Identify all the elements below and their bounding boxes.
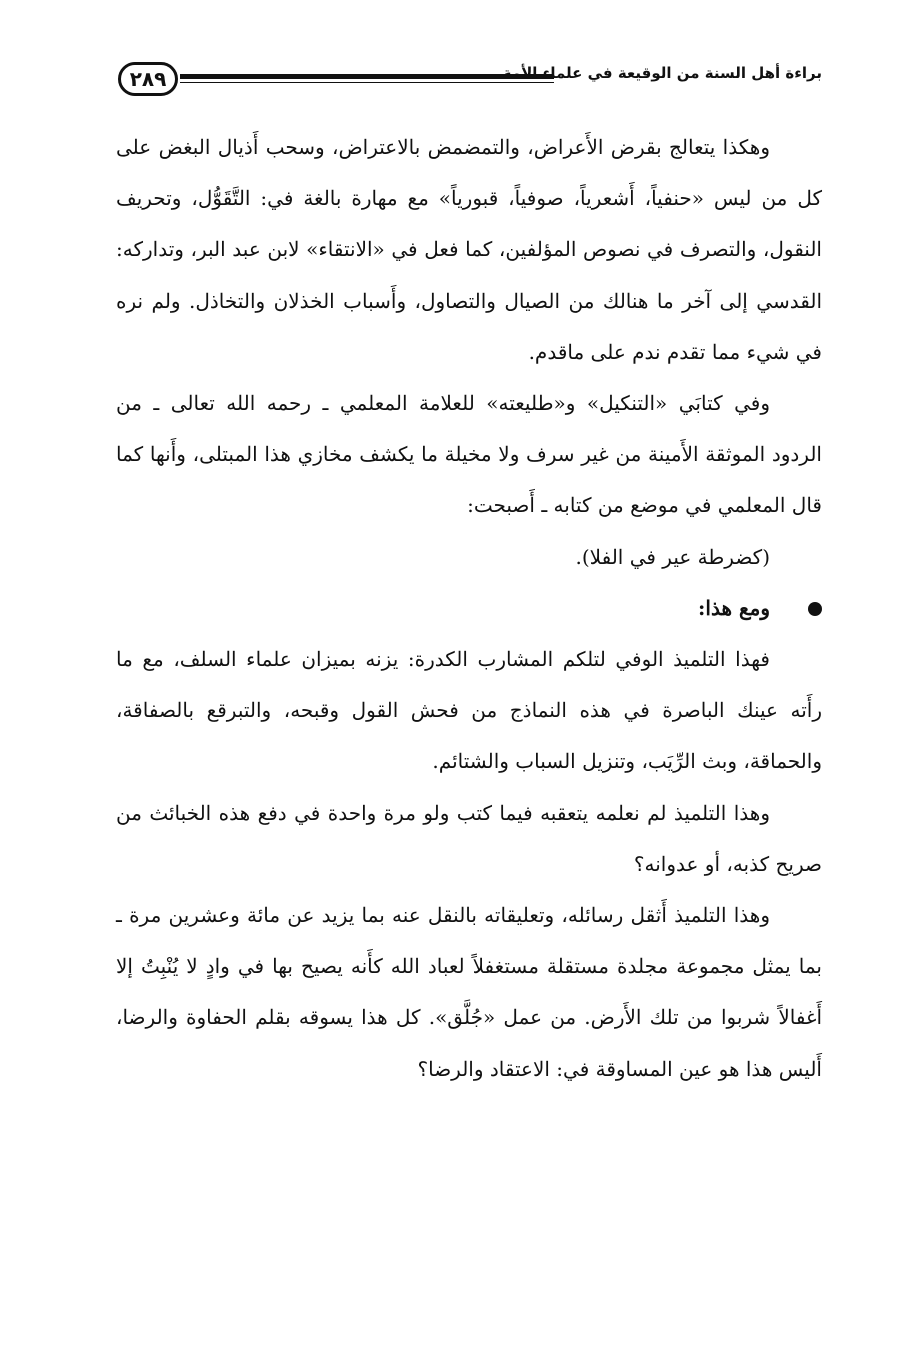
- page-header: [118, 62, 822, 102]
- running-title: براءة أهل السنة من الوقيعة في علماء الأمة: [502, 64, 822, 82]
- header-rule-thick: [180, 74, 554, 79]
- header-rule-thin: [180, 82, 554, 83]
- page-number: ٢٨٩: [118, 62, 178, 96]
- bullet-text: ومع هذا:: [698, 595, 770, 620]
- bullet-line: [116, 583, 822, 634]
- paragraph-4: وهذا التلميذ لم نعلمه يتعقبه فيما كتب ولو مرة واحدة في دفع هذه الخبائث من صريح كذبه، أو عدوانه؟: [116, 800, 822, 876]
- quote-line: (كضرطة عير في الفلا).: [575, 544, 770, 569]
- bullet-dot-icon: [808, 602, 822, 616]
- paragraph-2: وفي كتابَي «التنكيل» و«طليعته» للعلامة المعلمي ـ رحمه الله تعالى ـ من الردود الموثقة الأَمينة من غير سرف ولا مخيلة ما يكشف مخازي هذا المبتلى، وأَنها كما قال المعلمي في موضع من كتابه ـ أَصبحت:: [116, 391, 822, 518]
- paragraph-3: فهذا التلميذ الوفي لتلكم المشارب الكدرة: يزنه بميزان علماء السلف، مع ما رأَته عينك الباصرة في هذه النماذج من فحش القول وقبحه، والتبرقع بالصفاقة، والحماقة، وبث الرِّيَب، وتنزيل السباب والشتائم.: [116, 647, 822, 774]
- paragraph-1: وهكذا يتعالج بقرض الأَعراض، والتمضمض بالاعتراض، وسحب أَذيال البغض على كل من ليس «حنفياً، أَشعرياً، صوفياً، قبورياً» مع مهارة بالغة في: التَّقَوُّل، وتحريف النقول، والتصرف في نصوص المؤلفين، كما فعل في «الانتقاء» لابن عبد البر، وتداركه: القدسي إلى آخر ما هنالك من الصيال والتصاول، وأَسباب الخذلان والتخاذل. ولم نره في شيء مما تقدم ندم على ماقدم.: [116, 135, 822, 364]
- body-text: [116, 122, 822, 1095]
- paragraph-5: وهذا التلميذ أَثقل رسائله، وتعليقاته بالنقل عنه بما يزيد عن مائة وعشرين مرة ـ بما يمثل مجموعة مجلدة مستقلة مستغفلاً لعباد الله كأَنه يصيح بها في وادٍ لا يُنْبِتُ إلا أَغفالاً شربوا من تلك الأَرض. من عمل «جُلَّق». كل هذا يسوقه بقلم الحفاوة والرضا، أَليس هذا هو عين المساوقة في: الاعتقاد والرضا؟: [116, 903, 822, 1081]
